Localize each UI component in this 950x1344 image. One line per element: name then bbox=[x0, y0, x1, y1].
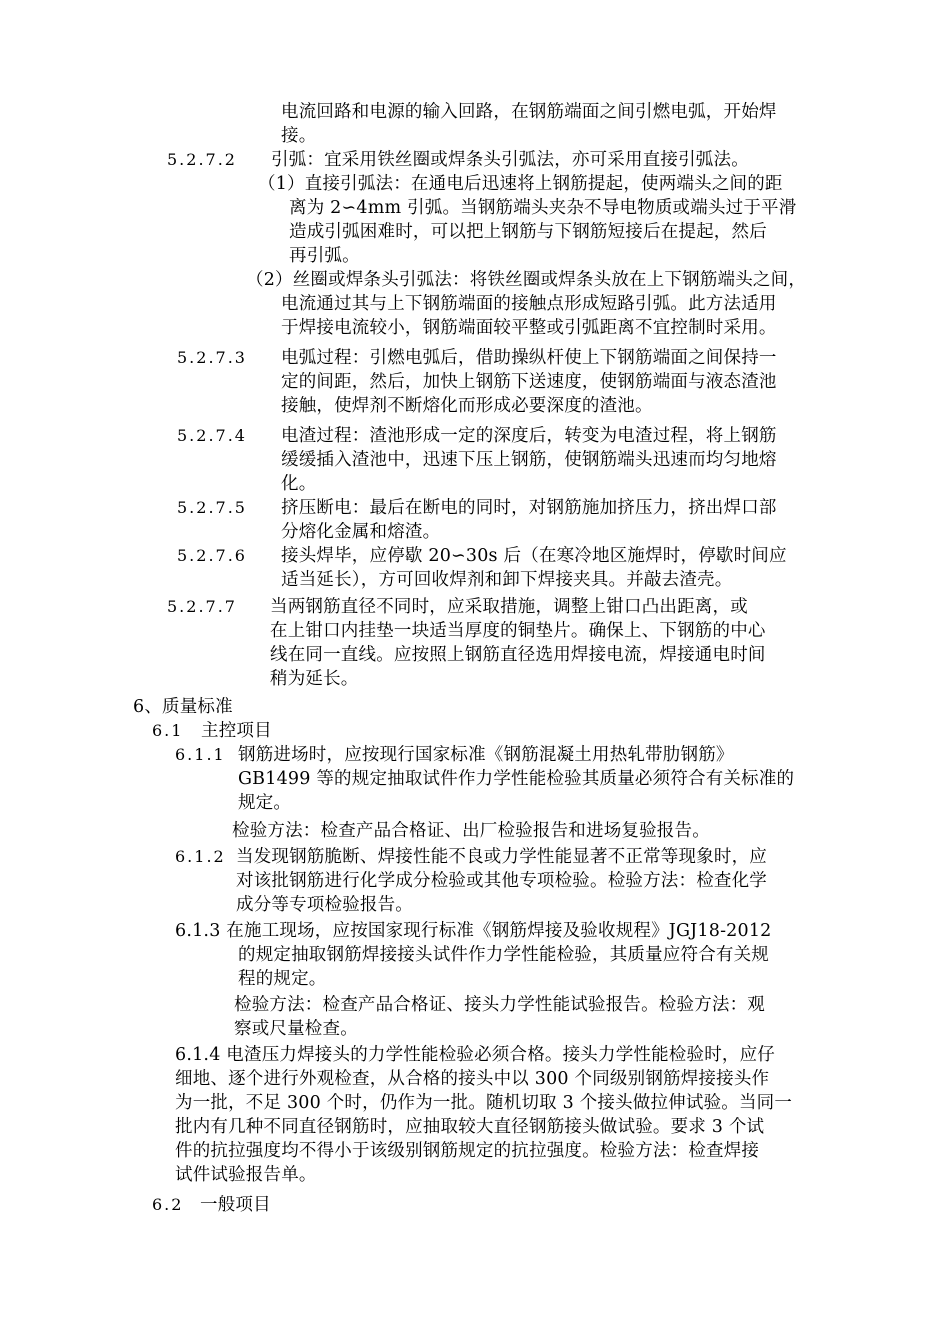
text-line: 钢筋进场时，应按现行国家标准《钢筋混凝土用热轧带肋钢筋》 bbox=[238, 745, 734, 765]
text-line: 程的规定。 bbox=[238, 969, 327, 989]
section-number: 5.2.7.5 bbox=[177, 498, 247, 517]
text-line: 6.1.3 在施工现场，应按国家现行标准《钢筋焊接及验收规程》JGJ18-2012 bbox=[175, 921, 772, 941]
text-line: 稍为延长。 bbox=[270, 669, 359, 689]
text-line: 离为 2∽4mm 引弧。当钢筋端头夹杂不导电物质或端头过于平滑 bbox=[289, 198, 797, 218]
section-number: 6.1 bbox=[152, 721, 184, 740]
text-line: 6、质量标准 bbox=[133, 697, 233, 717]
text-line: 缓缓插入渣池中，迅速下压上钢筋，使钢筋端头迅速而均匀地熔 bbox=[281, 450, 777, 470]
text-line: 当发现钢筋脆断、焊接性能不良或力学性能显著不正常等现象时，应 bbox=[236, 847, 767, 867]
text-line: 电流通过其与上下钢筋端面的接触点形成短路引弧。此方法适用 bbox=[281, 294, 777, 314]
text-line: 当两钢筋直径不同时，应采取措施，调整上钳口凸出距离，或 bbox=[270, 597, 748, 617]
text-line: 挤压断电：最后在断电的同时，对钢筋施加挤压力，挤出焊口部 bbox=[281, 498, 777, 518]
text-line: 件的抗拉强度均不得小于该级别钢筋规定的抗拉强度。检验方法：检查焊接 bbox=[175, 1141, 760, 1161]
text-line: 化。 bbox=[281, 474, 317, 494]
text-line: 成分等专项检验报告。 bbox=[236, 895, 413, 915]
text-line: 电渣过程：渣池形成一定的深度后，转变为电渣过程，将上钢筋 bbox=[281, 426, 777, 446]
text-line: GB1499 等的规定抽取试件作力学性能检验其质量必须符合有关标准的 bbox=[238, 769, 795, 789]
text-line: 引弧：宜采用铁丝圈或焊条头引弧法，亦可采用直接引弧法。 bbox=[271, 150, 749, 170]
section-number: 5.2.7.3 bbox=[177, 348, 247, 367]
text-line: 6.1.4 电渣压力焊接头的力学性能检验必须合格。接头力学性能检验时，应仔 bbox=[175, 1045, 775, 1065]
text-line: 造成引弧困难时，可以把上钢筋与下钢筋短接后在提起，然后 bbox=[289, 222, 767, 242]
text-line: 在上钳口内挂垫一块适当厚度的铜垫片。确保上、下钢筋的中心 bbox=[270, 621, 766, 641]
text-line: 检验方法：检查产品合格证、出厂检验报告和进场复验报告。 bbox=[232, 821, 710, 841]
text-line: 电流回路和电源的输入回路，在钢筋端面之间引燃电弧，开始焊 bbox=[281, 102, 777, 122]
text-line: （1）直接引弧法：在通电后迅速将上钢筋提起，使两端头之间的距 bbox=[258, 174, 783, 194]
text-line: 一般项目 bbox=[200, 1195, 271, 1215]
text-line: 接。 bbox=[281, 126, 317, 146]
text-line: 线在同一直线。应按照上钢筋直径选用焊接电流，焊接通电时间 bbox=[270, 645, 766, 665]
text-line: 细地、逐个进行外观检查，从合格的接头中以 300 个同级别钢筋焊接接头作 bbox=[175, 1069, 770, 1089]
text-line: 的规定抽取钢筋焊接接头试件作力学性能检验，其质量应符合有关规 bbox=[238, 945, 769, 965]
section-number: 6.1.2 bbox=[175, 847, 226, 866]
section-number: 6.1.1 bbox=[175, 745, 226, 764]
text-line: 接头焊毕，应停歇 20∽30s 后（在寒冷地区施焊时，停歇时间应 bbox=[281, 546, 787, 566]
section-number: 5.2.7.7 bbox=[167, 597, 237, 616]
text-line: 适当延长），方可回收焊剂和卸下焊接夹具。并敲去渣壳。 bbox=[281, 570, 733, 590]
text-line: 电弧过程：引燃电弧后，借助操纵杆使上下钢筋端面之间保持一 bbox=[281, 348, 777, 368]
text-line: 批内有几种不同直径钢筋时，应抽取较大直径钢筋接头做试验。要求 3 个试 bbox=[175, 1117, 765, 1137]
text-line: 分熔化金属和熔渣。 bbox=[281, 522, 441, 542]
text-line: 再引弧。 bbox=[289, 246, 360, 266]
text-line: 主控项目 bbox=[201, 721, 272, 741]
text-line: 检验方法：检查产品合格证、接头力学性能试验报告。检验方法：观 bbox=[234, 995, 765, 1015]
text-line: 接触，使焊剂不断熔化而形成必要深度的渣池。 bbox=[281, 396, 653, 416]
section-number: 5.2.7.2 bbox=[167, 150, 237, 169]
section-number: 6.2 bbox=[152, 1195, 184, 1214]
section-number: 5.2.7.6 bbox=[177, 546, 247, 565]
text-line: 察或尺量检查。 bbox=[234, 1019, 358, 1039]
text-line: 规定。 bbox=[238, 793, 292, 813]
text-line: 试件试验报告单。 bbox=[175, 1165, 317, 1185]
text-line: 对该批钢筋进行化学成分检验或其他专项检验。检验方法：检查化学 bbox=[236, 871, 767, 891]
text-line: （2）丝圈或焊条头引弧法：将铁丝圈或焊条头放在上下钢筋端头之间， bbox=[246, 270, 807, 290]
text-line: 为一批，不足 300 个时，仍作为一批。随机切取 3 个接头做拉伸试验。当同一 bbox=[175, 1093, 793, 1113]
text-line: 于焊接电流较小，钢筋端面较平整或引弧距离不宜控制时采用。 bbox=[281, 318, 777, 338]
section-number: 5.2.7.4 bbox=[177, 426, 247, 445]
text-line: 定的间距，然后，加快上钢筋下送速度，使钢筋端面与液态渣池 bbox=[281, 372, 777, 392]
